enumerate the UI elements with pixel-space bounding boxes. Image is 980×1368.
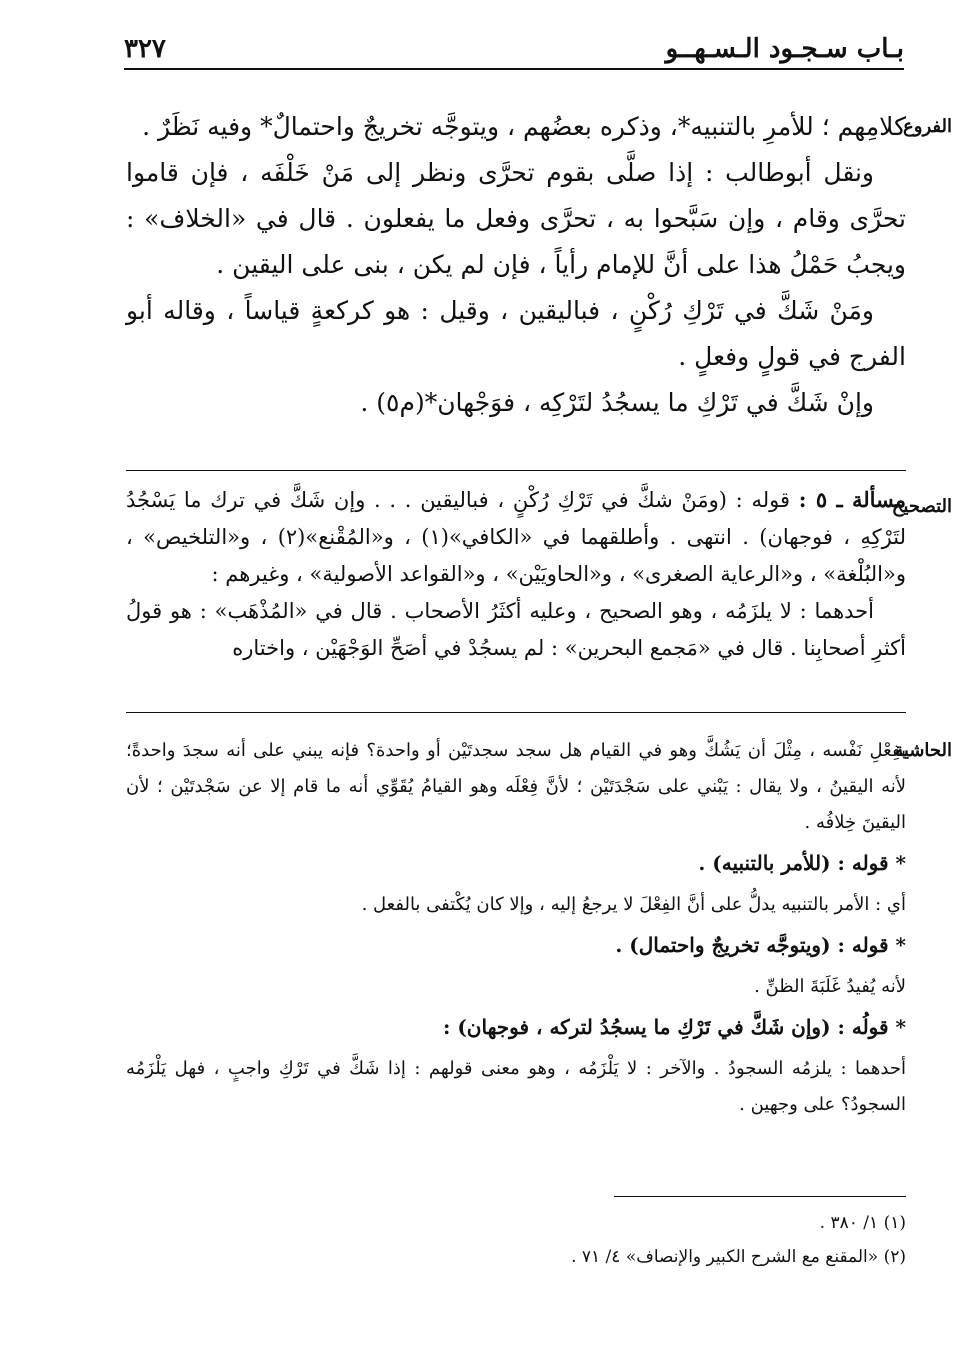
label-hashiya: الحاشية — [894, 740, 952, 761]
footnotes — [126, 1206, 906, 1274]
footnote-divider — [614, 1196, 906, 1197]
hashiya-comment: أحدهما : يلزمُه السجودُ . والآخر : لا يَلْزَمُه ، وهو معنى قولهم : إذا شَكَّ في تَرْكِ واجبٍ ، فهل يَلْزَمُه السجودُ؟ على وجهين . — [126, 1058, 906, 1115]
page-header — [124, 34, 904, 70]
furu-paragraph: وإنْ شَكَّ في تَرْكِ ما يسجُدُ لتَرْكِه ، فوَجْهان*(م٥) . — [360, 388, 874, 417]
tashih-paragraph — [126, 481, 906, 593]
tashih-paragraph: أحدهما : لا يلزَمُه ، وهو الصحيح ، وعليه أكثَرُ الأصحاب . قال في «المُذْهَب» : هو قولُ أكثرِ أصحابِنا . قال في «مَجمع البحرين» : لم يسجُدْ في أصَحِّ الوَجْهَيْن ، واختاره — [126, 599, 906, 660]
furu-paragraph: ونقل أبوطالب : إذا صلَّى بقوم تحرَّى ونظر إلى مَنْ خَلْفَه ، فإن قاموا تحرَّى وقام ، وإن سَبَّحوا به ، تحرَّى وفعل ما يفعلون . قال في «الخلاف» : ويجبُ حَمْلُ هذا على أنَّ للإمام رأياً ، فإن لم يكن ، بنى على اليقين . — [126, 158, 906, 279]
tashih-text: قوله : (ومَنْ شكَّ في تَرْكِ رُكْنٍ ، فباليقين . . . وإن شَكَّ في ترك ما يَسْجُدُ لتَرْكِهِ ، فوجهان) . انتهى . وأطلقهما في «الكافي»(١) ، و«المُقْنع»(٢) ، و«التلخيص» ، و«البُلْغة» ، و«الرعاية الصغرى» ، و«الحاويَيْن» ، و«القواعد الأصولية» ، وغيرهم : — [126, 488, 906, 586]
hashiya-quote: * قوله : (للأمر بالتنبيه) . — [698, 851, 906, 875]
hashiya-quote: * قولُه : (وإن شَكَّ في تَرْكِ ما يسجُدُ لتركه ، فوجهان) : — [443, 1015, 906, 1039]
section-divider — [126, 470, 906, 471]
hashiya-quote: * قوله : (ويتوجَّه تخريجٌ واحتمال) . — [615, 933, 906, 957]
page-number: ٣٢٧ — [124, 34, 166, 64]
running-title: بـاب سـجـود الـسـهــو — [665, 34, 904, 64]
furu-paragraph: ومَنْ شَكَّ في تَرْكِ رُكْنٍ ، فباليقين ، وقيل : هو كركعةٍ قياساً ، وقاله أبو الفرج في قولٍ وفعلٍ . — [126, 296, 906, 371]
furu-paragraph: كلامِهم ؛ للأمرِ بالتنبيه*، وذكره بعضُهم ، ويتوجَّه تخريجٌ واحتمالٌ* وفيه نَظَرٌ . — [142, 112, 906, 141]
hashiya-intro: بفِعْلِ نَفْسه ، مِثْلَ أن يَشُكَّ وهو في القيام هل سجد سجدتَيْن أو واحدة؟ فإنه يبني على أنه سجدَ واحدةً؛ لأنه اليقينُ ، ولا يقال : يَبْني على سَجْدَتَيْن ؛ لأنَّ فِعْلَه وهو القيامُ يُقَوِّي أنه ما قام إلا عن سَجْدتَيْن ؛ لأن اليقينَ خِلافُه . — [126, 740, 906, 833]
section-divider — [126, 712, 906, 713]
tashih-section — [126, 481, 906, 667]
furu-section — [126, 104, 906, 426]
hashiya-section — [126, 733, 906, 1123]
label-furu: الفروع — [903, 116, 952, 137]
issue-heading: مسألة ـ ٥ : — [798, 487, 906, 512]
footnote: (١) ١/ ٣٨٠ . — [819, 1213, 906, 1233]
hashiya-comment: لأنه يُفيدُ غَلَبَةَ الظنِّ . — [754, 976, 906, 997]
label-tashih: التصحيح — [891, 496, 952, 517]
footnote: (٢) «المقنع مع الشرح الكبير والإنصاف» ٤/ ٧١ . — [571, 1247, 906, 1267]
hashiya-comment: أي : الأمر بالتنبيه يدلُّ على أنَّ الفِعْلَ لا يرجعُ إليه ، وإلا كان يُكْتفى بالفعل . — [361, 894, 906, 915]
